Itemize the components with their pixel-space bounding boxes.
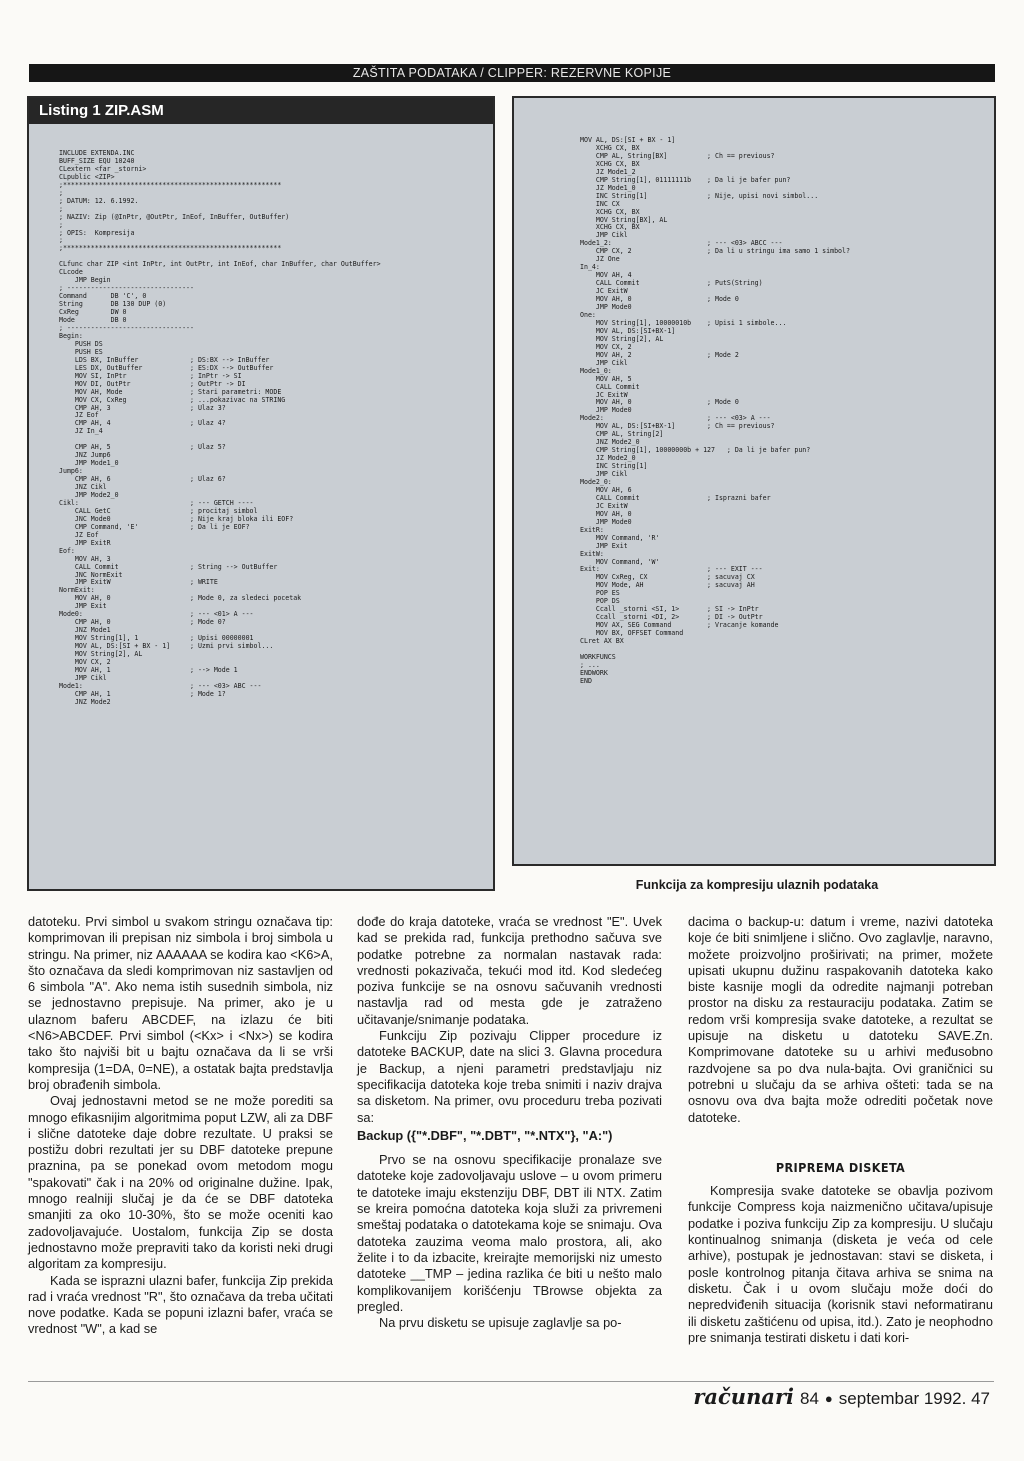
listing-title: Listing 1 ZIP.ASM [29, 98, 493, 124]
footer-divider [28, 1381, 994, 1382]
paragraph: Prvo se na osnovu specifikacije pronalaze sve datoteke koje zadovoljavaju uslove – u ovom primeru te datoteke imaju ekstenziju DBF, DBT ili NTX. Zatim se kreira pomoćna datoteka koja služi za privremeni smeštaj podataka o datotekama koje se snimaju. Ova datoteka zauzima veoma malo prostora, ali, ako želite i to da izbacite, kreirajte memorijski niz umesto datoteke __TMP – jedina razlika će biti u nešto malo komplikovanijem korišćenju TBrowse objekta za pregled. [357, 1152, 662, 1314]
article-column-2 [357, 914, 662, 1331]
paragraph: Ovaj jednostavni metod se ne može porediti sa mnogo efikasnijim algoritmima poput LZW, ali za DBF i slične datoteke daje dobre rezultate. U praksi se postižu dobri rezultati jer su DBF datoteke prepune praznina, pa se ponekad ovom metodom mogu "spakovati" čak i na 20% od originalne dužine. Ipak, mnogo realniji slučaj je da će se DBF datoteka smanjiti za oko 10-30%, što se može oceniti kao zadovoljavajuće. Uostalom, funkcija Zip se dosta jednostavno može prepraviti tako da koristi neki drugi algoritam za kompresiju. [28, 1093, 333, 1272]
page-footer [693, 1384, 990, 1409]
paragraph: Funkciju Zip pozivaju Clipper procedure iz datoteke BACKUP, date na slici 3. Glavna procedura je Backup, a njeni parametri predstavljaju niz specifikacija datoteka koje treba snimiti i naziv drajva sa disketom. Na primer, ovu proceduru treba pozivati sa: [357, 1028, 662, 1125]
paragraph: Kompresija svake datoteke se obavlja pozivom funkcije Compress koja naizmenično učitava/upisuje podatke i poziva funkciju Zip za kompresiju. U slučaju kontinualnog snimanja (disketa je veća od cele arhive), postupak je jednostavan: stavi se disketa, i posle kontrolnog pitanja čitava arhiva se snima na disketu. Čak i u ovom slučaju može doći do nepredviđenih situacija (korisnik stavi neformatiranu ili disketu zaštićenu od upisa, itd.). Zato je neophodno pre snimanja testirati disketu i dati kori- [688, 1183, 993, 1345]
article-column-3 [688, 914, 993, 1346]
section-heading: PRIPREMA DISKETA [775, 1159, 906, 1175]
paragraph: Na prvu disketu se upisuje zaglavlje sa po- [379, 1315, 622, 1331]
paragraph: Kada se isprazni ulazni bafer, funkcija Zip prekida rad i vraća vrednost "R", što označava da treba učitati nove podatke. Kada se popuni izlazni bafer, vraća se vrednost "W", a kad se [28, 1272, 333, 1337]
paragraph: datoteku. Prvi simbol u svakom stringu označava tip: komprimovan ili prepisan niz simbola i broj simbola u stringu. Na primer, niz AAAAAA se kodira kao <K6>A, što označava da sledi komprimovan niz sastavljen od 6 simbola "A". Ako nema istih susednih simbola, niz se jednostavno prepisuje. Na primer, ako je u ulaznom baferu ABCDEF, na izlazu će biti <N6>ABCDEF. Prvi simbol (<Kx> i <Nx>) se kodira tako što najviši bit u bajtu označava da li se vrši kompresija (1=DA, 0=NE), a ostatak bajta predstavlja broj obrađenih simbola. [28, 914, 333, 1092]
section-header-bar [29, 64, 995, 82]
magazine-logo: računari [693, 1384, 794, 1409]
paragraph: dođe do kraja datoteke, vraća se vrednost "E". Uvek kad se prekida rad, funkcija prethodno sačuva sve podatke potrebne za normalan nastavak rada: vrednosti pokazivača, tekući mod itd. Kod sledećeg poziva funkcije se na osnovu sačuvanih vrednosti nastavlja rad od mesta gde je zatraženo učitavanje/snimanje podataka. [357, 914, 662, 1027]
listing-panel-right [512, 96, 996, 866]
listing-panel-left [27, 96, 495, 891]
code-listing-left: INCLUDE EXTENDA.INC BUFF_SIZE EQU 10240 CLextern <far _storni> CLpublic <ZIP> ;******************************************************* ; ; DATUM: 12. 6.1992. ; ; NAZIV: Zip (@InPtr, @OutPtr, InEof, InBuffer, OutBuffer) ; ; OPIS: Kompresija ; ;******************************************************* CLfunc char ZIP <int InPtr, int OutPtr, int InEof, char InBuffer, char OutBuffer> CLcode JMP Begin ; -------------------------------- Command DB 'C', 0 String DB 130 DUP (0) CxReg DW 0 Mode DB 0 ; -------------------------------- Begin: PUSH DS PUSH ES LDS BX, InBuffer ; DS:BX --> InBuffer LES DX, OutBuffer ; ES:DX --> OutBuffer MOV SI, InPtr ; InPtr -> SI MOV DI, OutPtr ; OutPtr -> DI MOV AH, Mode ; Stari parametri: MODE MOV CX, CxReg ; ...pokazivac na STRING CMP AH, 3 ; Ulaz 3? JZ Eof CMP AH, 4 ; Ulaz 4? JZ In_4 CMP AH, 5 ; Ulaz 5? JNZ Jump6 JMP Mode1_0 Jump6: CMP AH, 6 ; Ulaz 6? JNZ Cikl JMP Mode2_0 Cikl: ; --- GETCH ---- CALL GetC ; procitaj simbol JNC Mode0 ; Nije kraj bloka ili EOF? CMP Command, 'E' ; Da li je EOF? JZ Eof JMP ExitR Eof: MOV AH, 3 CALL Commit ; String --> OutBuffer JNC NormExit JMP ExitW ; WRITE NormExit: MOV AH, 0 ; Mode 0, za sledeci pocetak JMP Exit Mode0: ; --- <01> A --- CMP AH, 0 ; Mode 0? JNZ Mode1 MOV String[1], 1 ; Upisi 00000001 MOV AL, DS:[SI + BX - 1] ; Uzmi prvi simbol... MOV String[2], AL MOV CX, 2 MOV AH, 1 ; --> Mode 1 JMP Cikl Mode1: ; --- <03> ABC --- CMP AH, 1 ; Mode 1? JNZ Mode2 [59, 149, 381, 706]
figure-caption: Funkcija za kompresiju ulaznih podataka [635, 878, 879, 892]
issue-number: 84 [800, 1389, 819, 1408]
backup-call-example: Backup ({"*.DBF", "*.DBT", "*.NTX"}, "A:") [357, 1127, 613, 1143]
section-header-title: ZAŠTITA PODATAKA / CLIPPER: REZERVNE KOPIJE [352, 66, 672, 80]
bullet-icon: ● [824, 1391, 833, 1406]
date-and-page: septembar 1992. 47 [838, 1389, 990, 1408]
paragraph: dacima o backup-u: datum i vreme, nazivi datoteka koje će biti snimljene i slično. Ovo zaglavlje, naravno, možete proizvoljno proširivati; na primer, možete upisati ukupnu dužinu raspakovanih datoteka kako biste kasnije mogli da odredite najmanji potreban prostor na disku za restauraciju podataka. Zatim se redom vrši kompresija svake datoteke, a rezultat se upisuje na disketu u datoteku SAVE.Zn. Komprimovane datoteke su u arhivi međusobno razdvojene sa po dva nula-bajta. Ovi graničnici su potrebni u slučaju da se arhiva ošteti: tada se na osnovu ova dva bajta može odrediti početak nove datoteke. [688, 914, 993, 1125]
article-column-1 [28, 914, 333, 1338]
code-listing-right: MOV AL, DS:[SI + BX - 1] XCHG CX, BX CMP AL, String[BX] ; Ch == previous? XCHG CX, BX JZ Mode1_2 CMP String[1], 01111111b ; Da li je bafer pun? JZ Mode1_0 INC String[1] ; Nije, upisi novi simbol... INC CX XCHG CX, BX MOV String[BX], AL XCHG CX, BX JMP Cikl Mode1_2: ; --- <03> ABCC --- CMP CX, 2 ; Da li u stringu ima samo 1 simbol? JZ One In_4: MOV AH, 4 CALL Commit ; PutS(String) JC ExitW MOV AH, 0 ; Mode 0 JMP Mode0 One: MOV String[1], 10000010b ; Upisi 1 simbole... MOV AL, DS:[SI+BX-1] MOV String[2], AL MOV CX, 2 MOV AH, 2 ; Mode 2 JMP Cikl Mode1_0: MOV AH, 5 CALL Commit JC ExitW MOV AH, 0 ; Mode 0 JMP Mode0 Mode2: ; --- <03> A --- MOV AL, DS:[SI+BX-1] ; Ch == previous? CMP AL, String[2] JNZ Mode2_0 CMP String[1], 10000000b + 127 ; Da li je bafer pun? JZ Mode2_0 INC String[1] JMP Cikl Mode2_0: MOV AH, 6 CALL Commit ; Isprazni bafer JC ExitW MOV AH, 0 JMP Mode0 ExitR: MOV Command, 'R' JMP Exit ExitW: MOV Command, 'W' Exit: ; --- EXIT --- MOV CxReg, CX ; sacuvaj CX MOV Mode, AH ; sacuvaj AH POP ES POP DS Ccall _storni <SI, 1> ; SI -> InPtr Ccall _storni <DI, 2> ; DI -> OutPtr MOV AX, SEG Command ; Vracanje komande MOV BX, OFFSET Command CLret AX BX WORKFUNCS ; ... ENDWORK END [580, 136, 850, 685]
